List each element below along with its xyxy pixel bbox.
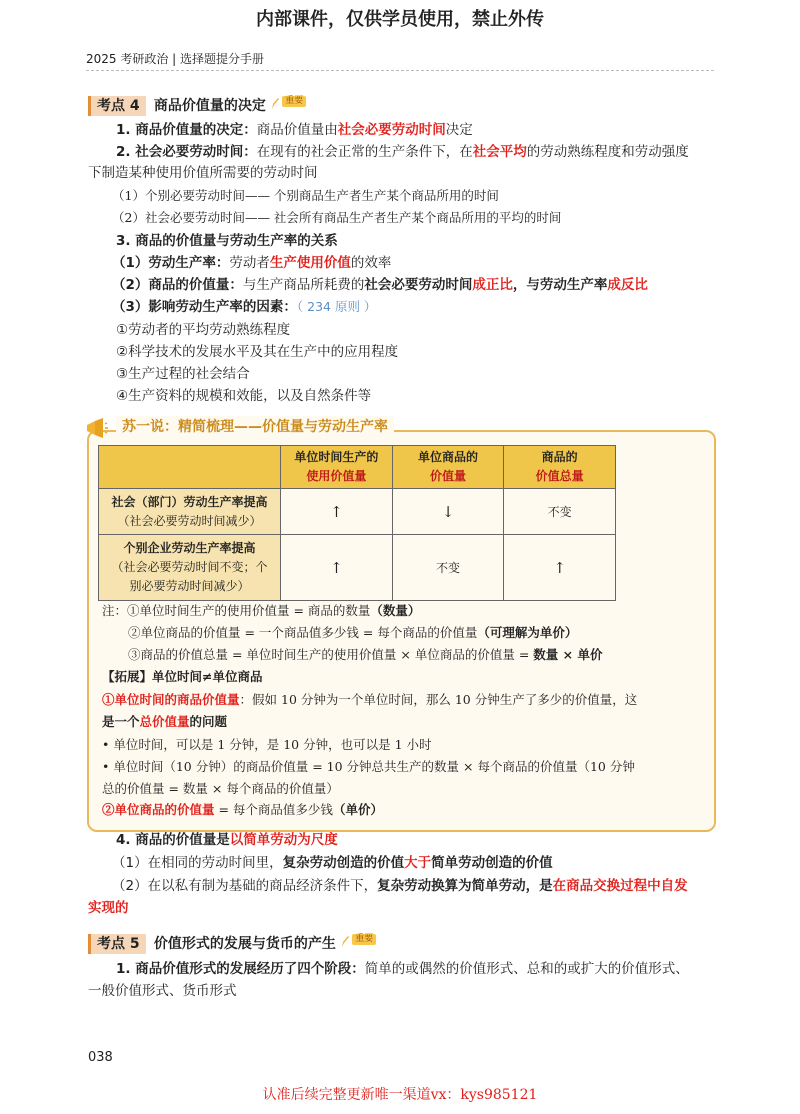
table-cell: ↑: [281, 535, 393, 601]
table-row2-header: 个别企业劳动生产率提高 （社会必要劳动时间不变；个 别必要劳动时间减少）: [99, 535, 281, 601]
s4-sub1: （1）个别必要劳动时间—— 个别商品生产者生产某个商品所用的时间: [112, 188, 499, 203]
bullet-2: • 单位时间（10 分钟）的商品价值量 = 10 分钟总共生产的数量 × 每个商品的价值量（10 分钟: [102, 759, 635, 774]
s4-line4: 4. 商品的价值量是以简单劳动为尺度: [116, 832, 338, 848]
section5-badge: 重要: [352, 934, 376, 945]
header-subtitle: 2025 考研政治 | 选择题提分手册: [86, 52, 265, 66]
table-cell: ↓: [392, 489, 504, 535]
section4-heading: [88, 96, 306, 116]
ext-1: ①单位时间的商品价值量：假如 10 分钟为一个单位时间，那么 10 分钟生产了多少的价值量，这: [102, 692, 638, 707]
section4-title: 商品价值量的决定: [153, 98, 266, 114]
s4-sub2: （2）社会必要劳动时间—— 社会所有商品生产者生产某个商品所用的平均的时间: [112, 210, 562, 225]
pencil-icon: [270, 96, 280, 110]
note-3: ③商品的价值总量 = 单位时间生产的使用价值量 × 单位商品的价值量 = 数量 × 单价: [128, 647, 603, 662]
s4-factor1: ①劳动者的平均劳动熟练程度: [116, 322, 291, 338]
section4-tag: 考点 4: [88, 96, 146, 116]
megaphone-icon: [84, 417, 108, 439]
value-productivity-table: [98, 445, 616, 601]
ext-1-cont: 是一个总价值量的问题: [102, 714, 228, 729]
s4-p3: （3）影响劳动生产率的因素：（ 234 原则 ）: [112, 299, 377, 315]
table-cell: 不变: [504, 489, 616, 535]
table-corner: [99, 446, 281, 489]
footer-notice: 认准后续完整更新唯一渠道vx：kys985121: [262, 1087, 538, 1103]
table-cell: ↑: [281, 489, 393, 535]
ext-2: ②单位商品的价值量 = 每个商品值多少钱（单价）: [102, 802, 383, 817]
s4-line3: 3. 商品的价值量与劳动生产率的关系: [116, 233, 338, 249]
note-2: ②单位商品的价值量 = 一个商品值多少钱 = 每个商品的价值量（可理解为单价）: [128, 625, 578, 640]
s5-line1: 1. 商品价值形式的发展经历了四个阶段：简单的或偶然的价值形式、总和的或扩大的价值形式、: [116, 961, 689, 977]
s4-q1: （1）在相同的劳动时间里，复杂劳动创造的价值大于简单劳动创造的价值: [112, 855, 553, 871]
summary-title-text: 苏一说：精简梳理——价值量与劳动生产率: [116, 416, 394, 438]
pencil-icon: [340, 934, 350, 948]
page-number: 038: [88, 1050, 113, 1065]
section4-badge: 重要: [282, 96, 306, 107]
s4-line1: 1. 商品价值量的决定：商品价值量由社会必要劳动时间决定: [116, 122, 473, 138]
s4-p2: （2）商品的价值量：与生产商品所耗费的社会必要劳动时间成正比，与劳动生产率成反比: [112, 277, 648, 293]
bullet-1: • 单位时间，可以是 1 分钟，是 10 分钟，也可以是 1 小时: [102, 737, 432, 752]
s4-line2: 2. 社会必要劳动时间：在现有的社会正常的生产条件下，在社会平均的劳动熟练程度和劳动强度: [116, 144, 689, 160]
table-row1-header: 社会（部门）劳动生产率提高 （社会必要劳动时间减少）: [99, 489, 281, 535]
section5-title: 价值形式的发展与货币的产生: [153, 936, 336, 952]
header-title: 内部课件，仅供学员使用，禁止外传: [256, 9, 544, 30]
ext-title: 【拓展】单位时间≠单位商品: [102, 669, 263, 684]
table-cell: 不变: [392, 535, 504, 601]
table-header-2: 单位商品的 价值量: [392, 446, 504, 489]
s4-q2: （2）在以私有制为基础的商品经济条件下，复杂劳动换算为简单劳动，是在商品交换过程中自发: [112, 878, 688, 894]
s5-line1-cont: 一般价值形式、货币形式: [88, 983, 237, 999]
section5-heading: [88, 934, 376, 954]
s4-factor2: ②科学技术的发展水平及其在生产中的应用程度: [116, 344, 399, 360]
s4-factor3: ③生产过程的社会结合: [116, 366, 250, 382]
s4-factor4: ④生产资料的规模和效能，以及自然条件等: [116, 388, 372, 404]
note-1: 注：①单位时间生产的使用价值量 = 商品的数量（数量）: [102, 603, 421, 618]
s4-q2-cont: 实现的: [88, 900, 129, 916]
table-cell: ↑: [504, 535, 616, 601]
table-header-1: 单位时间生产的 使用价值量: [281, 446, 393, 489]
s4-line2-cont: 下制造某种使用价值所需要的劳动时间: [88, 165, 318, 181]
s4-p1: （1）劳动生产率：劳动者生产使用价值的效率: [112, 255, 392, 271]
bullet-2-cont: 总的价值量 = 数量 × 每个商品的价值量）: [102, 781, 339, 796]
table-header-3: 商品的 价值总量: [504, 446, 616, 489]
section5-tag: 考点 5: [88, 934, 146, 954]
header-divider: [86, 70, 714, 71]
